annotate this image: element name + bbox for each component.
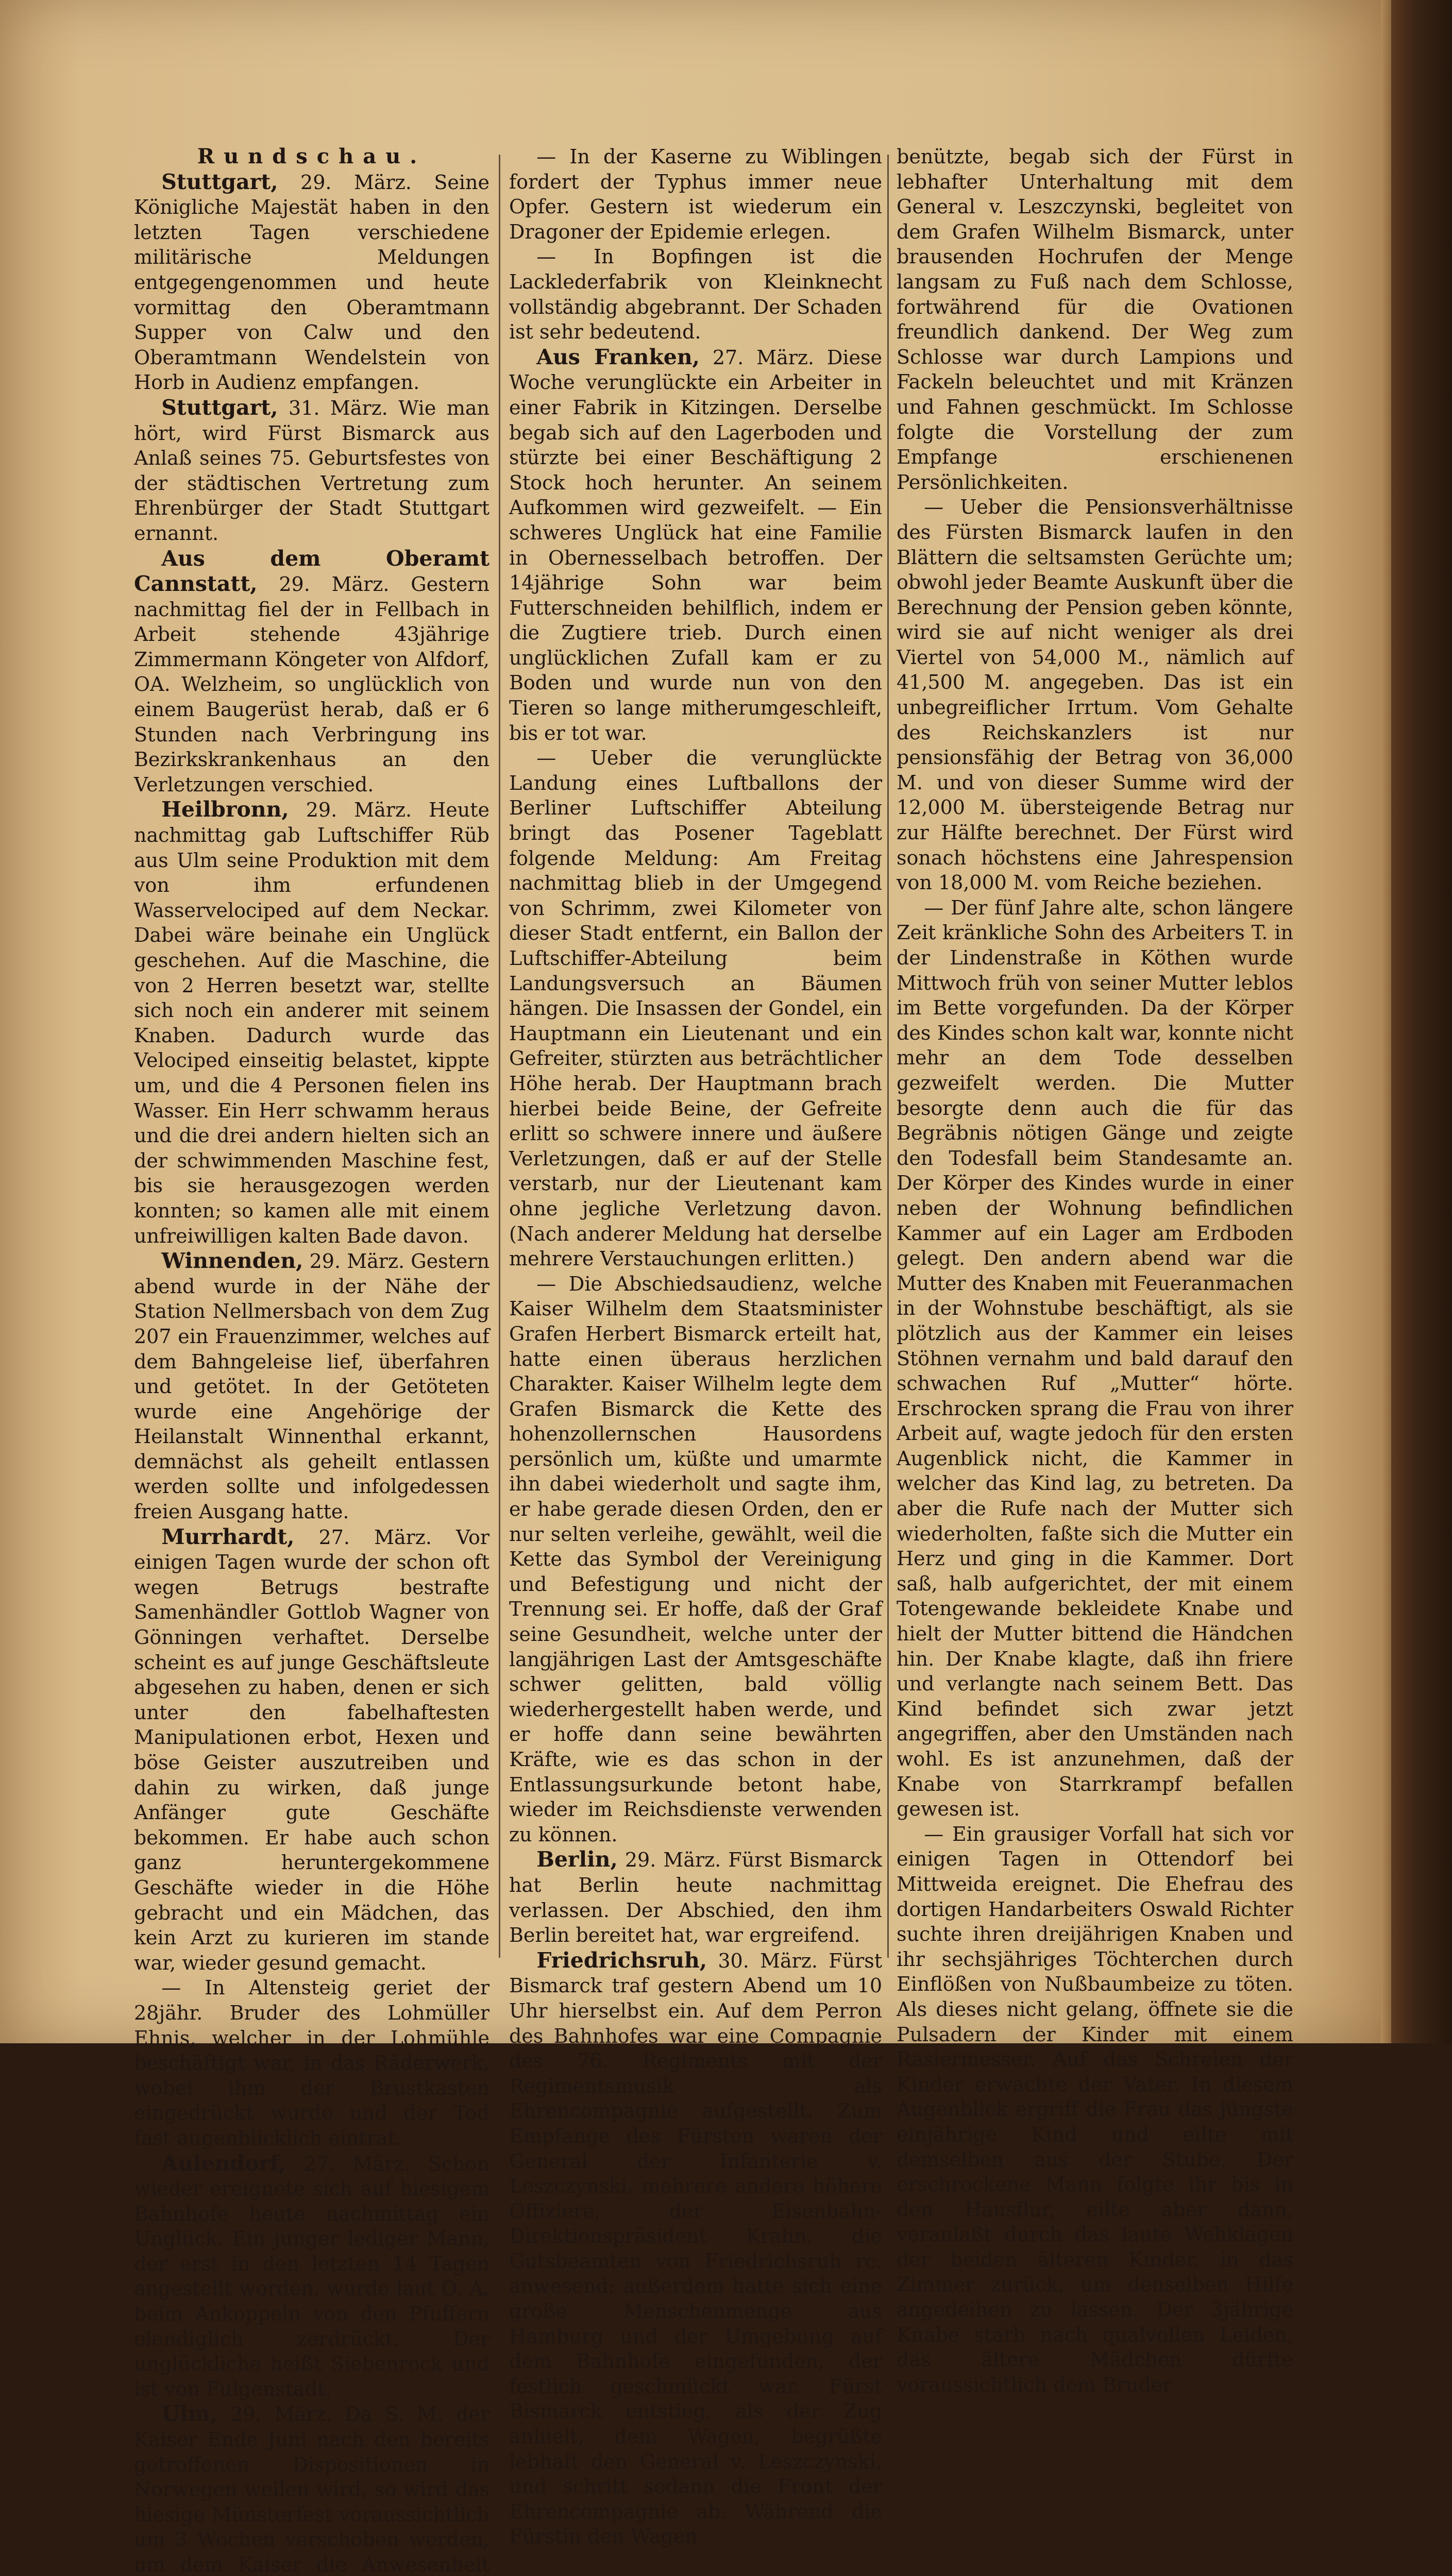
- article-text: — In Altensteig geriet der 28jähr. Bruder des Lohmüller Ehnis, welcher in der Lohmühle beschäftigt war, in das Räderwerk, wobei ihm der Brustkasten eingedrückt wurde und der Tod fast augenblicklich eintrat.: [134, 1976, 489, 2149]
- article-location: Stuttgart,: [161, 169, 278, 194]
- article: [897, 895, 1293, 1822]
- article-text: benützte, begab sich der Fürst in lebhafter Unterhaltung mit dem General v. Leszczynski, begleitet von dem Grafen Wilhelm Bismarck, unter brausenden Hochrufen der Menge langsam zu Fuß nach dem Schlosse, fortwährend für die Ovationen freundlich dankend. Der Weg zum Schlosse war durch Lampions und Fackeln beleuchtet und mit Kränzen und Fahnen geschmückt. Im Schlosse folgte die Vorstellung der zum Empfange erschienenen Persönlichkeiten.: [897, 145, 1293, 494]
- article-text: 29. März. Gestern abend wurde in der Nähe der Station Nellmersbach von dem Zug 207 ein Frauenzimmer, welches auf dem Bahngeleise lief, überfahren und getötet. In der Getöteten wurde eine Angehörige der Heilanstalt Winnenthal erkannt, demnächst als geheilt entlassen werden sollte und infolgedessen freien Ausgang hatte.: [134, 1250, 489, 1523]
- article-text: — In der Kaserne zu Wiblingen fordert der Typhus immer neue Opfer. Gestern ist wiederum ein Dragoner der Epidemie erlegen.: [509, 145, 882, 243]
- article: [134, 1524, 489, 1976]
- article-text: 29. März. Heute nachmittag gab Luftschiffer Rüb aus Ulm seine Produktion mit dem von ihm erfundenen Wasservelociped auf dem Neckar. Dabei wäre beinahe ein Unglück geschehen. Auf die Maschine, die von 2 Herren besetzt war, stellte sich noch ein anderer mit seinem Knaben. Dadurch wurde das Velociped einseitig belastet, kippte um, und die 4 Personen fielen ins Wasser. Ein Herr schwamm heraus und die drei andern hielten sich an der schwimmenden Maschine fest, bis sie herausgezogen werden konnten; so kamen alle mit einem unfreiwilligen kalten Bade davon.: [134, 799, 489, 1247]
- article-text: 29. März. Fürst Bismarck hat Berlin heute nachmittag verlassen. Der Abschied, den ihm Berlin bereitet hat, war ergreifend.: [509, 1849, 882, 1947]
- section-heading: Rundschau.: [197, 144, 427, 168]
- article: [509, 244, 882, 344]
- article-text: 29. März. Seine Königliche Majestät haben in den letzten Tagen verschiedene militärische Meldungen entgegengenommen und heute vormittag den Oberamtmann Supper von Calw und den Oberamtmann Wendelstein von Horb in Audienz empfangen.: [134, 171, 489, 394]
- article-text: — In Bopfingen ist die Lacklederfabrik von Kleinknecht vollständig abgebrannt. Der Schaden ist sehr bedeutend.: [509, 245, 882, 344]
- article-location: Winnenden,: [161, 1248, 303, 1274]
- article-location: Friedrichsruh,: [536, 1947, 707, 1973]
- article: [509, 745, 882, 1271]
- article-location: Murrhardt,: [161, 1524, 295, 1549]
- article-text: — Die Abschiedsaudienz, welche Kaiser Wilhelm dem Staatsminister Grafen Herbert Bismarck erteilt hat, hatte einen überaus herzlichen Charakter. Kaiser Wilhelm legte dem Grafen Bismarck die Kette des hohenzollernschen Hausordens persönlich um, küßte und umarmte ihn dabei wiederholt und sagte ihm, er habe gerade diesen Orden, den er nur selten verleihe, gewählt, weil die Kette das Symbol der Vereinigung und Befestigung und nicht der Trennung sei. Er hoffe, daß der Graf seine Gesundheit, welche unter der langjährigen Last der Amtsgeschäfte schwer gelitten, bald völlig wiederhergestellt haben werde, und er hoffe dann seine bewährten Kräfte, wie es das schon in der Entlassungsurkunde betont habe, wieder im Reichsdienste verwenden zu können.: [509, 1272, 882, 1846]
- article-location: Berlin,: [536, 1847, 618, 1872]
- column-1: [134, 144, 489, 2576]
- column-rule: [499, 155, 500, 1958]
- article: [509, 1948, 882, 2549]
- book-spine: [1391, 0, 1452, 2043]
- article: [897, 495, 1293, 895]
- article-text: 31. März. Wie man hört, wird Fürst Bismarck aus Anlaß seines 75. Geburtsfestes von der städtischen Vertretung zum Ehrenbürger der Stadt Stuttgart ernannt.: [134, 396, 489, 545]
- article: [509, 345, 882, 746]
- article-text: 27. März. Vor einigen Tagen wurde der schon oft wegen Betrugs bestrafte Samenhändler Gottlob Wagner von Gönningen verhaftet. Derselbe scheint es auf junge Geschäftsleute abgesehen zu haben, denen er sich unter den fabelhaftesten Manipulationen erbot, Hexen und böse Geister auszutreiben und dahin zu wirken, daß junge Anfänger gute Geschäfte bekommen. Er habe auch schon ganz heruntergekommene Geschäfte wieder in die Höhe gebracht und ein Mädchen, das kein Arzt zu kurieren im stande war, wieder gesund gemacht.: [134, 1526, 489, 1974]
- article: [134, 2401, 489, 2576]
- article-text: 30. März. Fürst Bismarck traf gestern Abend um 10 Uhr hierselbst ein. Auf dem Perron des Bahnhofes war eine Compagnie des 76. Regiments mit der Regimentsmusik als Ehrencompagnie aufgestellt. Zum Empfange des Fürsten waren der General der Infanterie v. Leszczynski, mehrere andere höhere Offiziere, der Eisenbahn-Direktionspräsident Krahn, die Gutsbeamten von Friedrichsruh rc. anwesend; außerdem hatte sich eine große Menschenmenge aus Hamburg und der Umgebung auf dem Bahnhofe eingefunden, der festlich geschmückt war. Fürst Bismarck entstieg, als der Zug anhielt, dem Wagen, begrüßte lebhaft den General v. Leszczynski, und schritt sodann die Front der Ehrencompagnie ab. Während die Fürstin den Wagen: [509, 1949, 882, 2548]
- article: [509, 1272, 882, 1848]
- article-location: Ulm,: [161, 2401, 218, 2427]
- article-text: — Ein grausiger Vorfall hat sich vor einigen Tagen in Ottendorf bei Mittweida ereignet. Die Ehefrau des dortigen Handarbeiters Oswald Richter suchte ihren dreijährigen Knaben und ihr sechsjähriges Töchterchen durch Einflößen von Nußbaumbeize zu töten. Als dieses nicht gelang, öffnete sie die Pulsadern der Kinder mit einem Rasiermesser. Auf das Schreien der Kinder erwachte der Vater. In diesem Augenblick ergriff die Frau das jüngste einjährige Kind und eilte mit demselben aus der Stube. Der erschrockene Mann folgte ihr bis in den Hausflur, eilte aber dann, veranlaßt durch das laute Wehklagen der beiden älteren Kinder, in das Zimmer zurück, um denselben Hilfe angedeihen zu lassen. Der 3jährige Knabe starb nach qualvollen Leiden, das ältere Mädchen dürfte voraussichtlich dem Bruder: [897, 1822, 1293, 2396]
- article-text: 29. März. Da S. M. der Kaiser Ende Juni nach den bereits getroffenen Dispositionen in Norwegen weilen wird, so wird das hiesige Münsterfest voraussichtlich um 3 Wochen verschoben werden, um dem Kaiser die Anwesenheit: [134, 2403, 489, 2576]
- article-text: 27. März. Schon wieder ereignete sich auf hiesigem Bahnhofe heute nachmittag ein Unglück. Ein junger lediger Mann, der erst in den letzten 14 Tagen angestellt worden, wurde laut O. A. beim Ankoppeln von den Pfuffern elendiglich zerdrückt. Der unglückliche heißt Siebenrock und ist von Fulgenstadt.: [134, 2152, 489, 2400]
- article-text: 27. März. Diese Woche verunglückte ein Arbeiter in einer Fabrik in Kitzingen. Derselbe begab sich auf den Lagerboden und stürzte bei einer Beschäftigung 2 Stock hoch herunter. An seinem Aufkommen wird gezweifelt. — Ein schweres Unglück hat eine Familie in Obernesselbach betroffen. Der 14jährige Sohn war beim Futterschneiden behilflich, indem er die Zugtiere trieb. Durch einen unglücklichen Zufall kam er zu Boden und wurde nun von den Tieren so lange mitherumgeschleift, bis er tot war.: [509, 346, 882, 744]
- article-location: Aulendorf,: [161, 2150, 286, 2176]
- article-text: — Ueber die Pensionsverhältnisse des Fürsten Bismarck laufen in den Blättern die seltsamsten Gerüchte um; obwohl jeder Beamte Auskunft über die Berechnung der Pension geben könnte, wird sie auf nicht weniger als drei Viertel von 54,000 M., nämlich auf 41,500 M. angegeben. Das ist ein unbegreiflicher Irrtum. Vom Gehalte des Reichskanzlers ist nur pensionsfähig der Betrag von 36,000 M. und von dieser Summe wird der 12,000 M. übersteigende Betrag nur zur Hälfte berechnet. Der Fürst wird sonach höchstens eine Jahrespension von 18,000 M. vom Reiche beziehen.: [897, 496, 1293, 894]
- article-location: Heilbronn,: [161, 797, 289, 822]
- column-rule: [887, 155, 889, 1958]
- article-location: Aus Franken,: [536, 344, 700, 369]
- column-3: [897, 144, 1293, 2396]
- article: [134, 395, 489, 546]
- article: [509, 144, 882, 244]
- column-2: [509, 144, 882, 2548]
- article: [134, 2151, 489, 2402]
- article-location: Aus dem Oberamt Cannstatt,: [134, 546, 489, 597]
- article-text: — Der fünf Jahre alte, schon längere Zeit kränkliche Sohn des Arbeiters T. in der Lindenstraße in Köthen wurde Mittwoch früh von seiner Mutter leblos im Bette vorgefunden. Da der Körper des Kindes schon kalt war, konnte nicht mehr an dem Tode desselben gezweifelt werden. Die Mutter besorgte denn auch die für das Begräbnis nötigen Gänge und zeigte den Todesfall beim Standesamte an. Der Körper des Kindes wurde in einer neben der Wohnung befindlichen Kammer auf ein Lager am Erdboden gelegt. Den andern abend war die Mutter des Knaben mit Feueranmachen in der Wohnstube beschäftigt, als sie plötzlich aus der Kammer ein leises Stöhnen vernahm und bald darauf den schwachen Ruf „Mutter“ hörte. Erschrocken sprang die Frau von ihrer Arbeit auf, wagte jedoch für den ersten Augenblick nicht, die Kammer in welcher das Kind lag, zu betreten. Da aber die Rufe nach der Mutter sich wiederholten, faßte sich die Mutter ein Herz und ging in die Kammer. Dort saß, halb aufgerichtet, der mit einem Totengewande bekleidete Knabe und hielt der Mutter bittend die Händchen hin. Der Knabe klagte, daß ihn friere und verlangte nach seinem Bett. Das Kind befindet sich zwar jetzt angegriffen, aber den Umständen nach wohl. Es ist anzunehmen, daß der Knabe von Starrkrampf befallen gewesen ist.: [897, 896, 1293, 1821]
- article: [134, 1248, 489, 1524]
- article: [134, 797, 489, 1248]
- article-text: — Ueber die verunglückte Landung eines Luftballons der Berliner Luftschiffer Abteilung bringt das Posener Tageblatt folgende Meldung: Am Freitag nachmittag blieb in der Umgegend von Schrimm, zwei Kilometer von dieser Stadt entfernt, ein Ballon der Luftschiffer-Abteilung beim Landungsversuch an Bäumen hängen. Die Insassen der Gondel, ein Hauptmann ein Lieutenant und ein Gefreiter, stürzten aus beträchtlicher Höhe herab. Der Hauptmann brach hierbei beide Beine, der Gefreite erlitt so schwere innere und äußere Verletzungen, daß er auf der Stelle verstarb, nur der Lieutenant kam ohne jegliche Verletzung davon. (Nach anderer Meldung hat derselbe mehrere Verstauchungen erlitten.): [509, 747, 882, 1270]
- article-location: Stuttgart,: [161, 395, 278, 420]
- article: [509, 1847, 882, 1947]
- article: [134, 546, 489, 798]
- article: [134, 1975, 489, 2150]
- article: [897, 1822, 1293, 2398]
- article: [134, 170, 489, 395]
- article: [897, 144, 1293, 495]
- article-text: 29. März. Gestern nachmittag fiel der in Fellbach in Arbeit stehende 43jährige Zimmermann Köngeter von Alfdorf, OA. Welzheim, so unglücklich von einem Baugerüst herab, daß er 6 Stunden nach Verbringung ins Bezirkskrankenhaus an den Verletzungen verschied.: [134, 573, 489, 796]
